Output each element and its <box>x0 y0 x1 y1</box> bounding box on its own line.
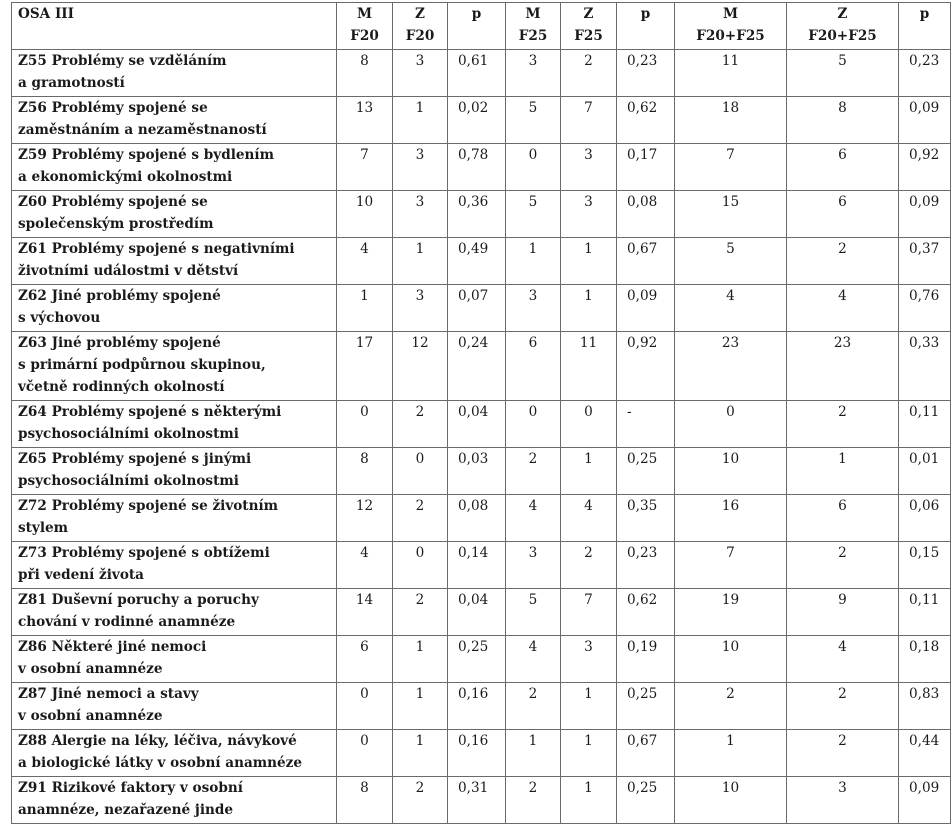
count-cell: 6 <box>337 636 393 683</box>
header-line: p <box>471 6 482 22</box>
p-value-cell: 0,31 <box>448 777 506 824</box>
p-value-cell: 0,25 <box>448 636 506 683</box>
count-cell: 3 <box>561 191 617 238</box>
count-cell: 0 <box>561 401 617 448</box>
row-label-line: při vedení života <box>18 567 144 583</box>
count-cell: 2 <box>561 50 617 97</box>
row-label-line: Z87 Jiné nemoci a stavy <box>18 686 199 702</box>
header-line: p <box>640 6 651 22</box>
count-cell: 0 <box>337 401 393 448</box>
count-cell: 0 <box>506 144 561 191</box>
count-cell: 2 <box>393 495 448 542</box>
p-value-cell: 0,23 <box>899 50 951 97</box>
row-label <box>12 636 337 683</box>
count-cell: 11 <box>675 50 787 97</box>
header-line: M <box>722 6 739 22</box>
count-cell: 1 <box>393 636 448 683</box>
header-line: F20 <box>405 28 435 44</box>
p-value-cell: 0,67 <box>617 730 675 777</box>
p-value-cell: 0,36 <box>448 191 506 238</box>
count-cell: 17 <box>337 332 393 401</box>
row-label-line: Z60 Problémy spojené se <box>18 194 208 210</box>
p-value-cell: 0,33 <box>899 332 951 401</box>
table-row <box>12 683 951 730</box>
p-value-cell: 0,04 <box>448 589 506 636</box>
p-value-cell: 0,19 <box>617 636 675 683</box>
row-label-line: Z59 Problémy spojené s bydlením <box>18 147 274 163</box>
header-line: Z <box>415 6 425 22</box>
row-label <box>12 50 337 97</box>
table-row <box>12 589 951 636</box>
count-cell: 3 <box>393 191 448 238</box>
row-label-line: Z63 Jiné problémy spojené <box>18 335 221 351</box>
count-cell: 1 <box>561 285 617 332</box>
count-cell: 1 <box>787 448 899 495</box>
count-cell: 3 <box>506 50 561 97</box>
count-cell: 12 <box>337 495 393 542</box>
count-cell: 18 <box>675 97 787 144</box>
count-cell: 11 <box>561 332 617 401</box>
row-label <box>12 238 337 285</box>
row-label-line: chování v rodinné anamnéze <box>18 614 236 630</box>
count-cell: 1 <box>561 730 617 777</box>
row-label-line: Z81 Duševní poruchy a poruchy <box>18 592 259 608</box>
header-cell <box>337 3 393 50</box>
table-row <box>12 191 951 238</box>
count-cell: 10 <box>675 636 787 683</box>
header-cell <box>787 3 899 50</box>
count-cell: 3 <box>393 144 448 191</box>
count-cell: 6 <box>506 332 561 401</box>
count-cell: 4 <box>675 285 787 332</box>
count-cell: 0 <box>337 730 393 777</box>
count-cell: 8 <box>337 50 393 97</box>
row-label <box>12 730 337 777</box>
row-label <box>12 448 337 495</box>
header-cell <box>561 3 617 50</box>
row-label-line: Z56 Problémy spojené se <box>18 100 208 116</box>
row-label-line: životními událostmi v dětství <box>18 263 239 279</box>
row-label-line: Z61 Problémy spojené s negativními <box>18 241 295 257</box>
count-cell: 2 <box>506 777 561 824</box>
count-cell: 5 <box>506 589 561 636</box>
table-row <box>12 238 951 285</box>
row-label-line: Z86 Některé jiné nemoci <box>18 639 207 655</box>
p-value-cell: 0,67 <box>617 238 675 285</box>
header-line: F20+F25 <box>696 28 765 44</box>
header-line: F25 <box>518 28 548 44</box>
row-label-line: stylem <box>18 520 69 536</box>
count-cell: 3 <box>506 285 561 332</box>
p-value-cell: 0,61 <box>448 50 506 97</box>
row-label <box>12 144 337 191</box>
p-value-cell: 0,14 <box>448 542 506 589</box>
p-value-cell: 0,44 <box>899 730 951 777</box>
count-cell: 10 <box>337 191 393 238</box>
count-cell: 7 <box>675 542 787 589</box>
count-cell: 14 <box>337 589 393 636</box>
row-label-line: včetně rodinných okolností <box>18 379 225 395</box>
row-label-line: psychosociálními okolnostmi <box>18 473 239 489</box>
row-label <box>12 285 337 332</box>
table-header-row <box>12 3 951 50</box>
count-cell: 1 <box>506 730 561 777</box>
header-line: Z <box>583 6 594 22</box>
count-cell: 5 <box>506 191 561 238</box>
count-cell: 10 <box>675 448 787 495</box>
p-value-cell: 0,03 <box>448 448 506 495</box>
count-cell: 7 <box>675 144 787 191</box>
row-label <box>12 542 337 589</box>
table-row <box>12 285 951 332</box>
table-row <box>12 50 951 97</box>
count-cell: 8 <box>337 448 393 495</box>
count-cell: 3 <box>561 636 617 683</box>
p-value-cell: 0,11 <box>899 589 951 636</box>
p-value-cell: 0,16 <box>448 683 506 730</box>
count-cell: 4 <box>561 495 617 542</box>
p-value-cell: 0,25 <box>617 448 675 495</box>
count-cell: 2 <box>506 448 561 495</box>
count-cell: 15 <box>675 191 787 238</box>
count-cell: 2 <box>787 730 899 777</box>
header-cell <box>393 3 448 50</box>
count-cell: 4 <box>337 238 393 285</box>
count-cell: 1 <box>561 448 617 495</box>
count-cell: 2 <box>393 589 448 636</box>
row-label-line: Z65 Problémy spojené s jinými <box>18 451 252 467</box>
count-cell: 2 <box>787 401 899 448</box>
row-label-line: Z55 Problémy se vzděláním <box>18 53 227 69</box>
table-row <box>12 332 951 401</box>
row-label-line: společenským prostředím <box>18 216 214 232</box>
p-value-cell: - <box>617 401 675 448</box>
count-cell: 9 <box>787 589 899 636</box>
document-page <box>11 2 951 824</box>
p-value-cell: 0,09 <box>617 285 675 332</box>
row-label <box>12 777 337 824</box>
count-cell: 6 <box>787 495 899 542</box>
count-cell: 3 <box>506 542 561 589</box>
p-value-cell: 0,06 <box>899 495 951 542</box>
header-cell <box>675 3 787 50</box>
count-cell: 1 <box>393 97 448 144</box>
row-label-line: anamnéze, nezařazené jinde <box>18 802 234 818</box>
count-cell: 4 <box>787 636 899 683</box>
p-value-cell: 0,92 <box>617 332 675 401</box>
table-row <box>12 401 951 448</box>
count-cell: 7 <box>561 589 617 636</box>
p-value-cell: 0,08 <box>448 495 506 542</box>
p-value-cell: 0,09 <box>899 191 951 238</box>
count-cell: 2 <box>787 542 899 589</box>
count-cell: 23 <box>787 332 899 401</box>
table-row <box>12 97 951 144</box>
table-row <box>12 495 951 542</box>
count-cell: 19 <box>675 589 787 636</box>
count-cell: 3 <box>561 144 617 191</box>
table-row <box>12 730 951 777</box>
p-value-cell: 0,24 <box>448 332 506 401</box>
p-value-cell: 0,83 <box>899 683 951 730</box>
count-cell: 4 <box>337 542 393 589</box>
p-value-cell: 0,76 <box>899 285 951 332</box>
count-cell: 12 <box>393 332 448 401</box>
count-cell: 7 <box>561 97 617 144</box>
row-label-line: Z72 Problémy spojené se životním <box>18 498 279 514</box>
table-row <box>12 144 951 191</box>
row-label-line: Z62 Jiné problémy spojené <box>18 288 221 304</box>
row-label <box>12 401 337 448</box>
p-value-cell: 0,09 <box>899 777 951 824</box>
count-cell: 2 <box>393 401 448 448</box>
count-cell: 7 <box>337 144 393 191</box>
row-label-line: psychosociálními okolnostmi <box>18 426 239 442</box>
p-value-cell: 0,02 <box>448 97 506 144</box>
row-label <box>12 191 337 238</box>
count-cell: 23 <box>675 332 787 401</box>
row-label-line: Z73 Problémy spojené s obtížemi <box>18 545 270 561</box>
count-cell: 0 <box>337 683 393 730</box>
count-cell: 1 <box>393 683 448 730</box>
count-cell: 3 <box>787 777 899 824</box>
count-cell: 1 <box>337 285 393 332</box>
p-value-cell: 0,78 <box>448 144 506 191</box>
row-label <box>12 97 337 144</box>
p-value-cell: 0,62 <box>617 97 675 144</box>
p-value-cell: 0,18 <box>899 636 951 683</box>
count-cell: 5 <box>675 238 787 285</box>
count-cell: 0 <box>506 401 561 448</box>
p-value-cell: 0,25 <box>617 777 675 824</box>
p-value-cell: 0,49 <box>448 238 506 285</box>
p-value-cell: 0,08 <box>617 191 675 238</box>
row-label-line: v osobní anamnéze <box>18 661 163 677</box>
header-line: F20 <box>350 28 379 44</box>
header-line: p <box>919 6 930 22</box>
p-value-cell: 0,15 <box>899 542 951 589</box>
p-value-cell: 0,17 <box>617 144 675 191</box>
row-label-line: v osobní anamnéze <box>18 708 163 724</box>
count-cell: 2 <box>561 542 617 589</box>
table-body <box>12 50 951 824</box>
row-label-line: s výchovou <box>18 310 101 326</box>
row-label <box>12 589 337 636</box>
table-row <box>12 448 951 495</box>
count-cell: 8 <box>337 777 393 824</box>
count-cell: 1 <box>393 730 448 777</box>
count-cell: 0 <box>393 542 448 589</box>
count-cell: 2 <box>787 238 899 285</box>
row-label <box>12 332 337 401</box>
count-cell: 2 <box>506 683 561 730</box>
count-cell: 4 <box>787 285 899 332</box>
header-cell <box>448 3 506 50</box>
count-cell: 2 <box>393 777 448 824</box>
count-cell: 4 <box>506 495 561 542</box>
data-table <box>11 2 951 824</box>
p-value-cell: 0,09 <box>899 97 951 144</box>
header-line: F20+F25 <box>808 28 877 44</box>
header-cell <box>506 3 561 50</box>
count-cell: 3 <box>393 50 448 97</box>
p-value-cell: 0,35 <box>617 495 675 542</box>
count-cell: 1 <box>561 683 617 730</box>
count-cell: 2 <box>675 683 787 730</box>
row-label-line: zaměstnáním a nezaměstnaností <box>18 122 267 138</box>
count-cell: 0 <box>393 448 448 495</box>
p-value-cell: 0,11 <box>899 401 951 448</box>
p-value-cell: 0,25 <box>617 683 675 730</box>
p-value-cell: 0,01 <box>899 448 951 495</box>
row-label-line: Z88 Alergie na léky, léčiva, návykové <box>18 733 297 749</box>
header-line: M <box>525 6 541 22</box>
row-label-line: Z91 Rizikové faktory v osobní <box>18 780 243 796</box>
header-cell <box>617 3 675 50</box>
header-cell-axis <box>12 3 337 50</box>
table-row <box>12 542 951 589</box>
p-value-cell: 0,23 <box>617 542 675 589</box>
p-value-cell: 0,37 <box>899 238 951 285</box>
p-value-cell: 0,04 <box>448 401 506 448</box>
p-value-cell: 0,23 <box>617 50 675 97</box>
count-cell: 6 <box>787 144 899 191</box>
header-line: OSA III <box>18 6 75 22</box>
count-cell: 2 <box>787 683 899 730</box>
count-cell: 16 <box>675 495 787 542</box>
count-cell: 3 <box>393 285 448 332</box>
count-cell: 10 <box>675 777 787 824</box>
count-cell: 1 <box>506 238 561 285</box>
row-label-line: s primární podpůrnou skupinou, <box>18 357 266 373</box>
row-label-line: a biologické látky v osobní anamnéze <box>18 755 303 771</box>
row-label-line: a gramotností <box>18 75 125 91</box>
count-cell: 1 <box>561 777 617 824</box>
table-row <box>12 636 951 683</box>
count-cell: 8 <box>787 97 899 144</box>
count-cell: 5 <box>787 50 899 97</box>
count-cell: 4 <box>506 636 561 683</box>
table-row <box>12 777 951 824</box>
count-cell: 6 <box>787 191 899 238</box>
row-label <box>12 683 337 730</box>
count-cell: 1 <box>675 730 787 777</box>
p-value-cell: 0,07 <box>448 285 506 332</box>
p-value-cell: 0,16 <box>448 730 506 777</box>
p-value-cell: 0,62 <box>617 589 675 636</box>
count-cell: 1 <box>561 238 617 285</box>
count-cell: 0 <box>675 401 787 448</box>
count-cell: 13 <box>337 97 393 144</box>
count-cell: 1 <box>393 238 448 285</box>
row-label <box>12 495 337 542</box>
row-label-line: a ekonomickými okolnostmi <box>18 169 233 185</box>
header-line: Z <box>837 6 848 22</box>
count-cell: 5 <box>506 97 561 144</box>
header-cell <box>899 3 951 50</box>
header-line: M <box>356 6 373 22</box>
header-line: F25 <box>574 28 603 44</box>
row-label-line: Z64 Problémy spojené s některými <box>18 404 282 420</box>
p-value-cell: 0,92 <box>899 144 951 191</box>
